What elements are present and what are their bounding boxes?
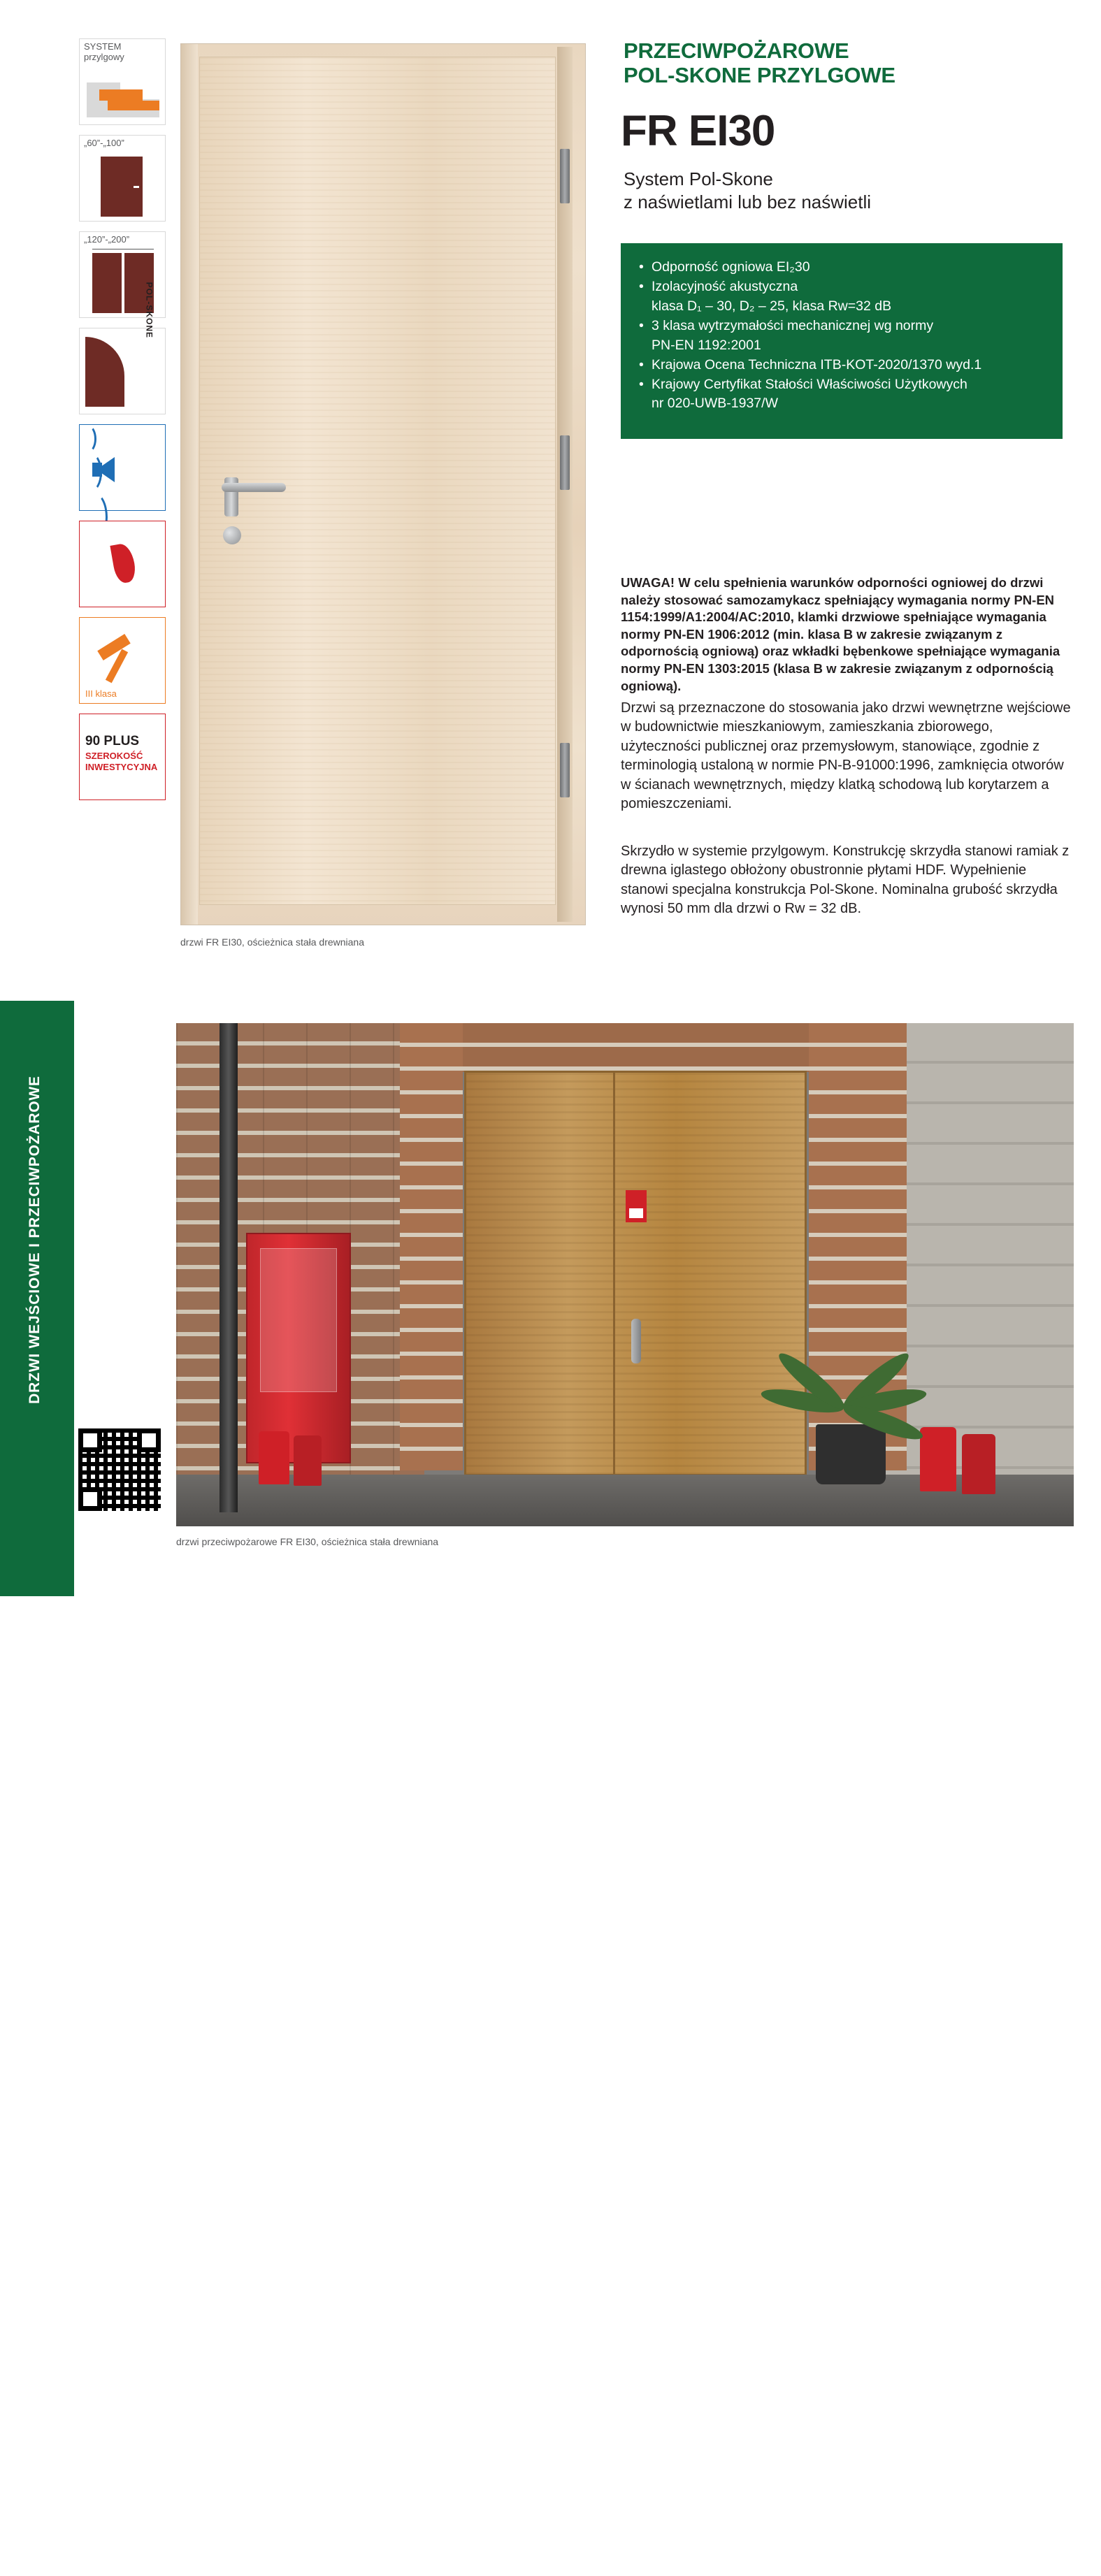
sidebar-category-bar <box>0 1001 70 2575</box>
door-width-60-100-label: „60”-„100” <box>84 138 124 148</box>
feature-item-continuation: nr 020-UWB-1937/W <box>652 396 778 412</box>
pipe <box>220 1023 238 1512</box>
door-leaf-divider <box>613 1073 615 1474</box>
door-lock-cylinder <box>223 526 241 544</box>
90-plus-line3: INWESTYCYJNA <box>85 761 158 772</box>
fire-extinguisher <box>259 1431 289 1484</box>
fire-exit-sign-icon <box>626 1190 647 1222</box>
fire-extinguisher <box>920 1427 956 1491</box>
page-number: 224 <box>25 2556 54 2575</box>
fire-extinguisher <box>294 1435 322 1486</box>
product-photo-installation <box>176 1023 1074 1526</box>
potted-plant <box>777 1282 923 1484</box>
90-plus-title: 90 PLUS <box>85 734 140 748</box>
acoustic-icon <box>79 424 166 511</box>
door-hinge <box>560 435 570 490</box>
photo-caption-top: drzwi FR EI30, ościeżnica stała drewniana <box>180 936 365 948</box>
product-subtitle-line2: z naświetlami lub bez naświetli <box>624 191 872 213</box>
cabinet-glass <box>260 1248 337 1392</box>
feature-item: • Izolacyjność akustyczna <box>639 278 1044 296</box>
feature-item-continuation: PN-EN 1192:2001 <box>652 337 761 353</box>
system-przylgowy-icon-label-1: SYSTEM <box>84 41 122 52</box>
product-category-heading-line2: POL-SKONE PRZYLGOWE <box>624 63 895 88</box>
feature-item: • Odporność ogniowa EI₂30 <box>639 259 1044 277</box>
features-box <box>621 243 1063 439</box>
feature-item: • 3 klasa wytrzymałości mechanicznej wg normy <box>639 317 1044 335</box>
warning-note: UWAGA! W celu spełnienia warunków odporności ogniowej do drzwi należy stosować samozamykacz spełniający wymagania normy PN-EN 1154:1999/A1:2004/AC:2010, klamki drzwiowe spełniające wymagania normy PN-EN 1906:2012 (min. klasa B w zakresie związanym z odpornością ogniową) oraz wkładki bębenkowe spełniające wymagania normy PN-EN 1303:2015 (klasa B w zakresie związanym z odpornością ogniową). <box>621 575 1060 693</box>
90-plus-line2: SZEROKOŚĆ <box>85 751 143 761</box>
sidebar-accent-line <box>70 1001 74 1596</box>
pol-skone-profile-icon <box>79 282 166 414</box>
feature-item-continuation: klasa D₁ – 30, D₂ – 25, klasa Rw=32 dB <box>652 298 892 314</box>
door-width-120-200-label: „120”-„200” <box>84 234 130 245</box>
features-list <box>639 259 1044 413</box>
przylgowy-profile-shape <box>87 82 159 117</box>
90-plus-icon <box>79 714 166 800</box>
door-handle <box>631 1319 641 1363</box>
pol-skone-profile-label: POL-SKONE <box>144 282 154 338</box>
description-paragraph-1: Drzwi są przeznaczone do stosowania jako drzwi wewnętrzne wejściowe w budownictwie mieszkaniowym, zamieszkania zbiorowego, użyteczności publicznej oraz przemysłowym, stanowiące, zgodnie z terminologią ustaloną w normie PN-B-91000:1996, zamknięcia otworów w ścianach wewnętrznych, między klatką schodową lub korytarzem a pomieszczeniami. <box>621 700 1071 811</box>
product-subtitle-line1: System Pol-Skone <box>624 168 773 189</box>
door-hinge <box>560 149 570 203</box>
hammer-class-label: III klasa <box>85 688 117 699</box>
door-frame <box>181 44 198 925</box>
installed-fire-door <box>464 1071 807 1476</box>
fire-hose-cabinet <box>246 1233 351 1463</box>
product-photo-main <box>180 43 586 925</box>
sidebar-category-label: DRZWI WEJŚCIOWE I PRZECIWPOŻAROWE <box>27 1076 43 1404</box>
description-paragraph-2: Skrzydło w systemie przylgowym. Konstrukcję skrzydła stanowi ramiak z drewna iglastego obłożony obustronnie płytami HDF. Wypełnienie stanowi specjalna konstrukcja Pol-Skone. Nominalna grubość skrzydła wynosi 50 mm dla drzwi o Rw = 32 dB. <box>621 844 1070 917</box>
page-title: FR EI30 <box>621 107 775 155</box>
system-przylgowy-icon <box>79 38 166 125</box>
door-hinge <box>560 743 570 797</box>
feature-icon-column <box>79 38 173 810</box>
fire-icon <box>79 521 166 607</box>
door-leaf <box>199 57 556 905</box>
brick-jamb-left <box>400 1023 463 1470</box>
fire-extinguisher <box>962 1434 995 1494</box>
product-subtitle <box>624 168 1071 215</box>
product-category-heading <box>624 38 1078 88</box>
door-handle-lever <box>222 483 286 492</box>
photo-caption-bottom: drzwi przeciwpożarowe FR EI30, ościeżnica stała drewniana <box>176 1536 439 1547</box>
system-przylgowy-icon-label-2: przylgowy <box>84 51 124 62</box>
hammer-class-icon <box>79 617 166 704</box>
feature-item: • Krajowy Certyfikat Stałości Właściwości Użytkowych <box>639 376 1044 394</box>
plant-pot <box>816 1424 886 1484</box>
feature-item: • Krajowa Ocena Techniczna ITB-KOT-2020/1370 wyd.1 <box>639 356 1044 375</box>
door-width-60-100-icon <box>79 135 166 222</box>
product-category-heading-line1: PRZECIWPOŻAROWE <box>624 38 849 63</box>
qr-code[interactable] <box>78 1428 161 1511</box>
